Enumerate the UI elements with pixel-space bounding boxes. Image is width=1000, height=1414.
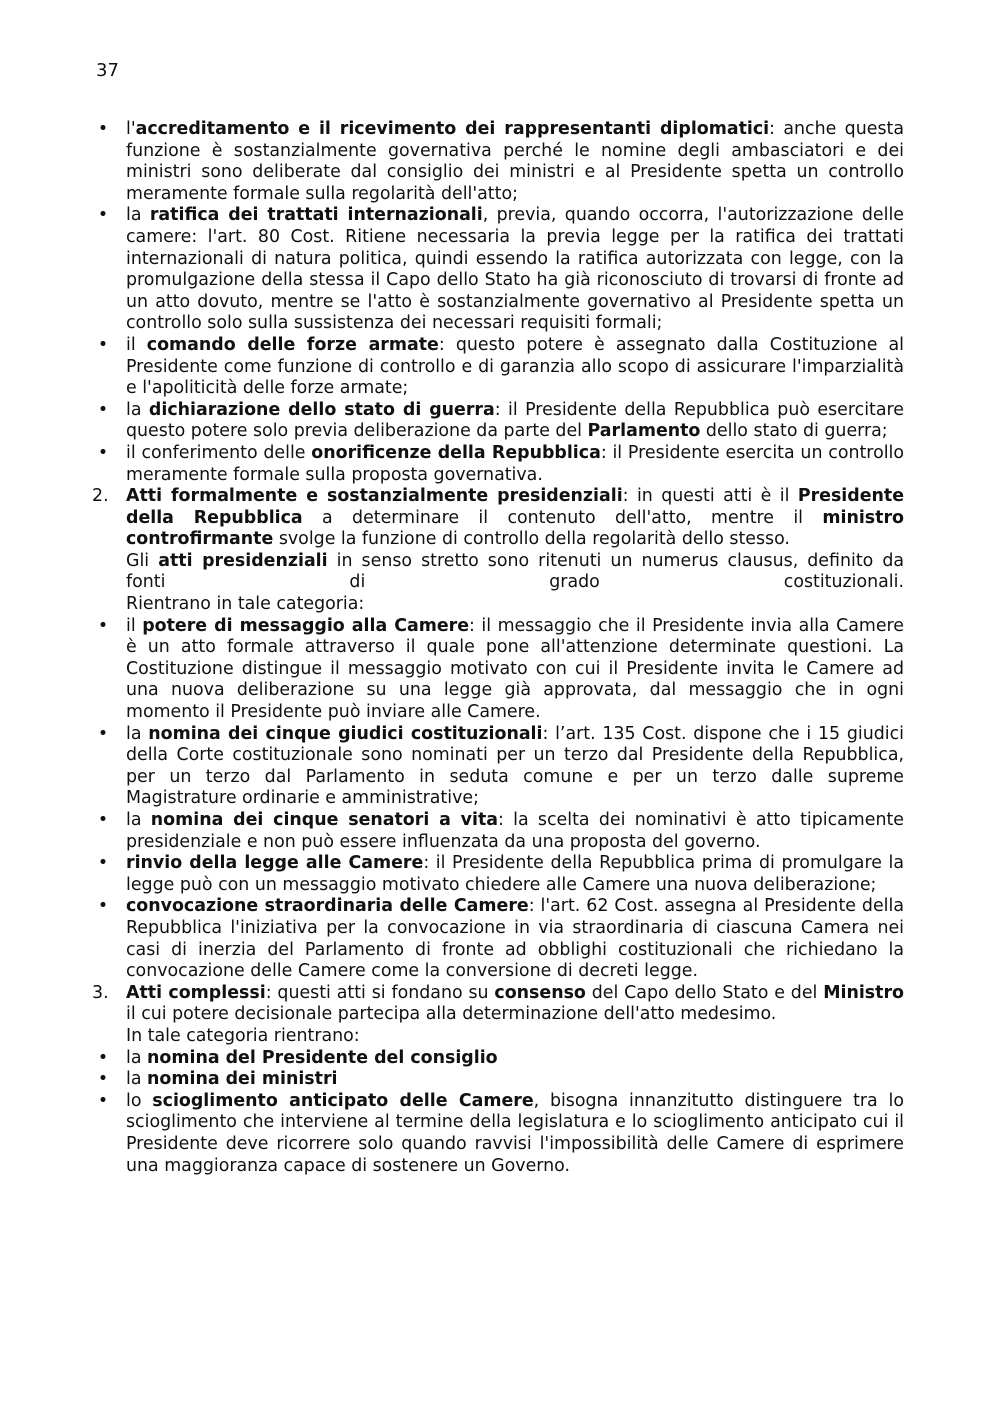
text-segment: la [126,1069,148,1090]
text-segment: la [126,1047,148,1068]
bold-term: nomina del Presidente del consiglio [147,1047,498,1068]
bold-term: accreditamento e il ricevimento dei rappresentanti diplomatici [135,119,770,139]
bullet-marker: • [97,1047,109,1068]
bullet-marker: • [97,723,109,744]
bullet-item [97,119,904,205]
document-body [92,119,905,1177]
text-segment: svolge la funzione di controllo della regolarità dello stesso. [273,529,790,550]
bold-term: Ministro [823,982,904,1003]
text-segment: l' [126,119,136,139]
bold-term: nomina dei ministri [147,1069,338,1090]
text-segment: : questi atti si fondano su [265,982,495,1003]
bullet-item [97,810,904,853]
bullet-item [97,205,904,335]
text-segment: Gli [126,550,159,571]
bullet-marker: • [97,205,109,226]
text-segment: : in questi atti è il [622,486,798,507]
numbered-item [92,982,904,1026]
text-segment: : il messaggio che il Presidente invia alla Camere è un atto formale attraverso il quale pone all'attenzione determinate questioni. La Costituzione distingue il messaggio motivato con cui il Presidente invita le Camere ad una nuova deliberazione su una legge già approvata, dal messaggio che in ogni momento il Presidente può inviare alle Camere. [126,615,904,723]
bullet-marker: • [97,399,109,420]
bold-term: ratifica dei trattati internazionali [149,205,483,226]
bullet-item [97,615,904,724]
text-segment: il conferimento delle [126,442,312,463]
bullet-item [97,1069,904,1091]
bold-term: nomina dei cinque senatori a vita [150,810,498,830]
bold-term: dichiarazione dello stato di guerra [148,399,495,420]
text-segment: dello stato di guerra; [700,421,888,442]
bullet-item [97,399,904,443]
bullet-item [97,1090,904,1177]
bullet-marker: • [97,853,109,874]
paragraph [126,1026,904,1048]
bullet-item [97,896,904,982]
bold-term: nomina dei cinque giudici costituzionali [148,723,543,744]
bullet-marker: • [97,442,109,463]
bold-term: ministro controfirmante [126,507,904,550]
bullet-item [97,723,904,810]
bullet-marker: • [97,896,109,917]
bold-term: potere di messaggio alla Camere [142,615,470,636]
bullet-item [97,853,905,896]
page-number: 37 [96,60,119,81]
bold-term: Atti formalmente e sostanzialmente presidenziali [126,486,623,507]
bold-term: convocazione straordinaria delle Camere [126,896,529,917]
text-segment: la [126,723,149,744]
bullet-marker: • [97,615,109,636]
text-segment: il [126,334,147,355]
text-segment: il cui potere decisionale partecipa alla determinazione dell'atto medesimo. [126,1004,777,1025]
text-segment: la [126,205,150,226]
paragraph [126,551,904,594]
bullet-marker: • [97,810,109,830]
bullet-item [97,1047,904,1070]
paragraph [126,594,904,616]
bullet-marker: • [97,1069,109,1090]
bold-term: atti presidenziali [158,550,328,571]
text-segment: : anche questa funzione è sostanzialmente governativa perché le nomine degli ambasciatori e dei ministri sono deliberate dal consiglio dei ministri e al Presidente spetta un controllo meramente formale sulla regolarità dell'atto; [126,119,904,204]
text-segment: la [126,810,151,830]
text-segment: del Capo dello Stato e del [585,982,824,1003]
bold-term: Presidente della Repubblica [126,486,904,528]
bold-term: scioglimento anticipato delle Camere [152,1090,534,1111]
text-segment: il [126,615,143,636]
bullet-marker: • [97,334,109,355]
text-segment: lo [126,1090,153,1111]
text-segment: in senso stretto sono ritenuti un numerus clausus, definito da fonti di grado costituzionali. [126,550,905,593]
bullet-marker: • [97,1090,109,1111]
text-segment: In tale categoria rientrano: [126,1025,360,1046]
text-segment: : la scelta dei nominativi è atto tipicamente presidenziale e non può essere influenzata da una proposta del governo. [126,810,904,852]
bold-term: consenso [494,982,586,1003]
text-segment: la [126,399,149,420]
bold-term: comando delle forze armate [146,334,439,355]
text-segment: : il Presidente esercita un controllo meramente formale sulla proposta governativa. [126,442,905,485]
bullet-item [97,334,904,400]
text-segment: : questo potere è assegnato dalla Costituzione al Presidente come funzione di controllo e di garanzia allo scopo di assicurare l'imparzialità e l'apoliticità delle forze armate; [126,334,904,399]
numbered-item [92,486,904,551]
text-segment: : il Presidente della Repubblica prima di promulgare la legge può con un messaggio motivato chiedere alle Camere una nuova deliberazione; [126,853,905,895]
bold-term: rinvio della legge alle Camere [126,853,424,874]
text-segment: Rientrano in tale categoria: [126,594,365,615]
bullet-marker: • [97,119,109,139]
text-segment: : l'art. 62 Cost. assegna al Presidente della Repubblica l'iniziativa per la convocazione in via straordinaria di ciascuna Camera nei casi di inerzia del Parlamento di fronte ad obblighi costituzionali che richiedano la convocazione delle Camere come la conversione di decreti legge. [126,896,904,982]
bold-term: Atti complessi [126,982,266,1003]
text-segment: , bisogna innanzitutto distinguere tra lo scioglimento che interviene al termine della legislatura e lo scioglimento anticipato cui il Presidente deve ricorrere solo quando ravvisi l'impossibilità delle Camere di esprimere una maggioranza capace di sostenere un Governo. [126,1090,904,1176]
list-number: 3. [92,982,109,1003]
text-segment: : il Presidente della Repubblica può esercitare questo potere solo previa deliberazione da parte del [126,399,904,442]
bullet-item [97,442,905,486]
text-segment: a determinare il contenuto dell'atto, mentre il [302,507,823,528]
text-segment: , previa, quando occorra, l'autorizzazione delle camere: l'art. 80 Cost. Ritiene necessaria la previa legge per la ratifica dei trattati internazionali di natura politica, quindi essendo la ratifica autorizzata con legge, con la promulgazione della stessa il Capo dello Stato ha già riconosciuto di trovarsi di fronte ad un atto dovuto, mentre se l'atto è sostanzialmente governativo al Presidente spetta un controllo solo sulla sussistenza dei necessari requisiti formali; [126,205,904,334]
text-segment: : l’art. 135 Cost. dispone che i 15 giudici della Corte costituzionale sono nominati per un terzo dal Presidente della Repubblica, per un terzo dal Parlamento in seduta comune e per un terzo dalle supreme Magistrature ordinarie e amministrative; [126,723,904,809]
bold-term: Parlamento [587,421,701,442]
list-number: 2. [92,486,109,507]
bold-term: onorificenze della Repubblica [311,442,601,463]
